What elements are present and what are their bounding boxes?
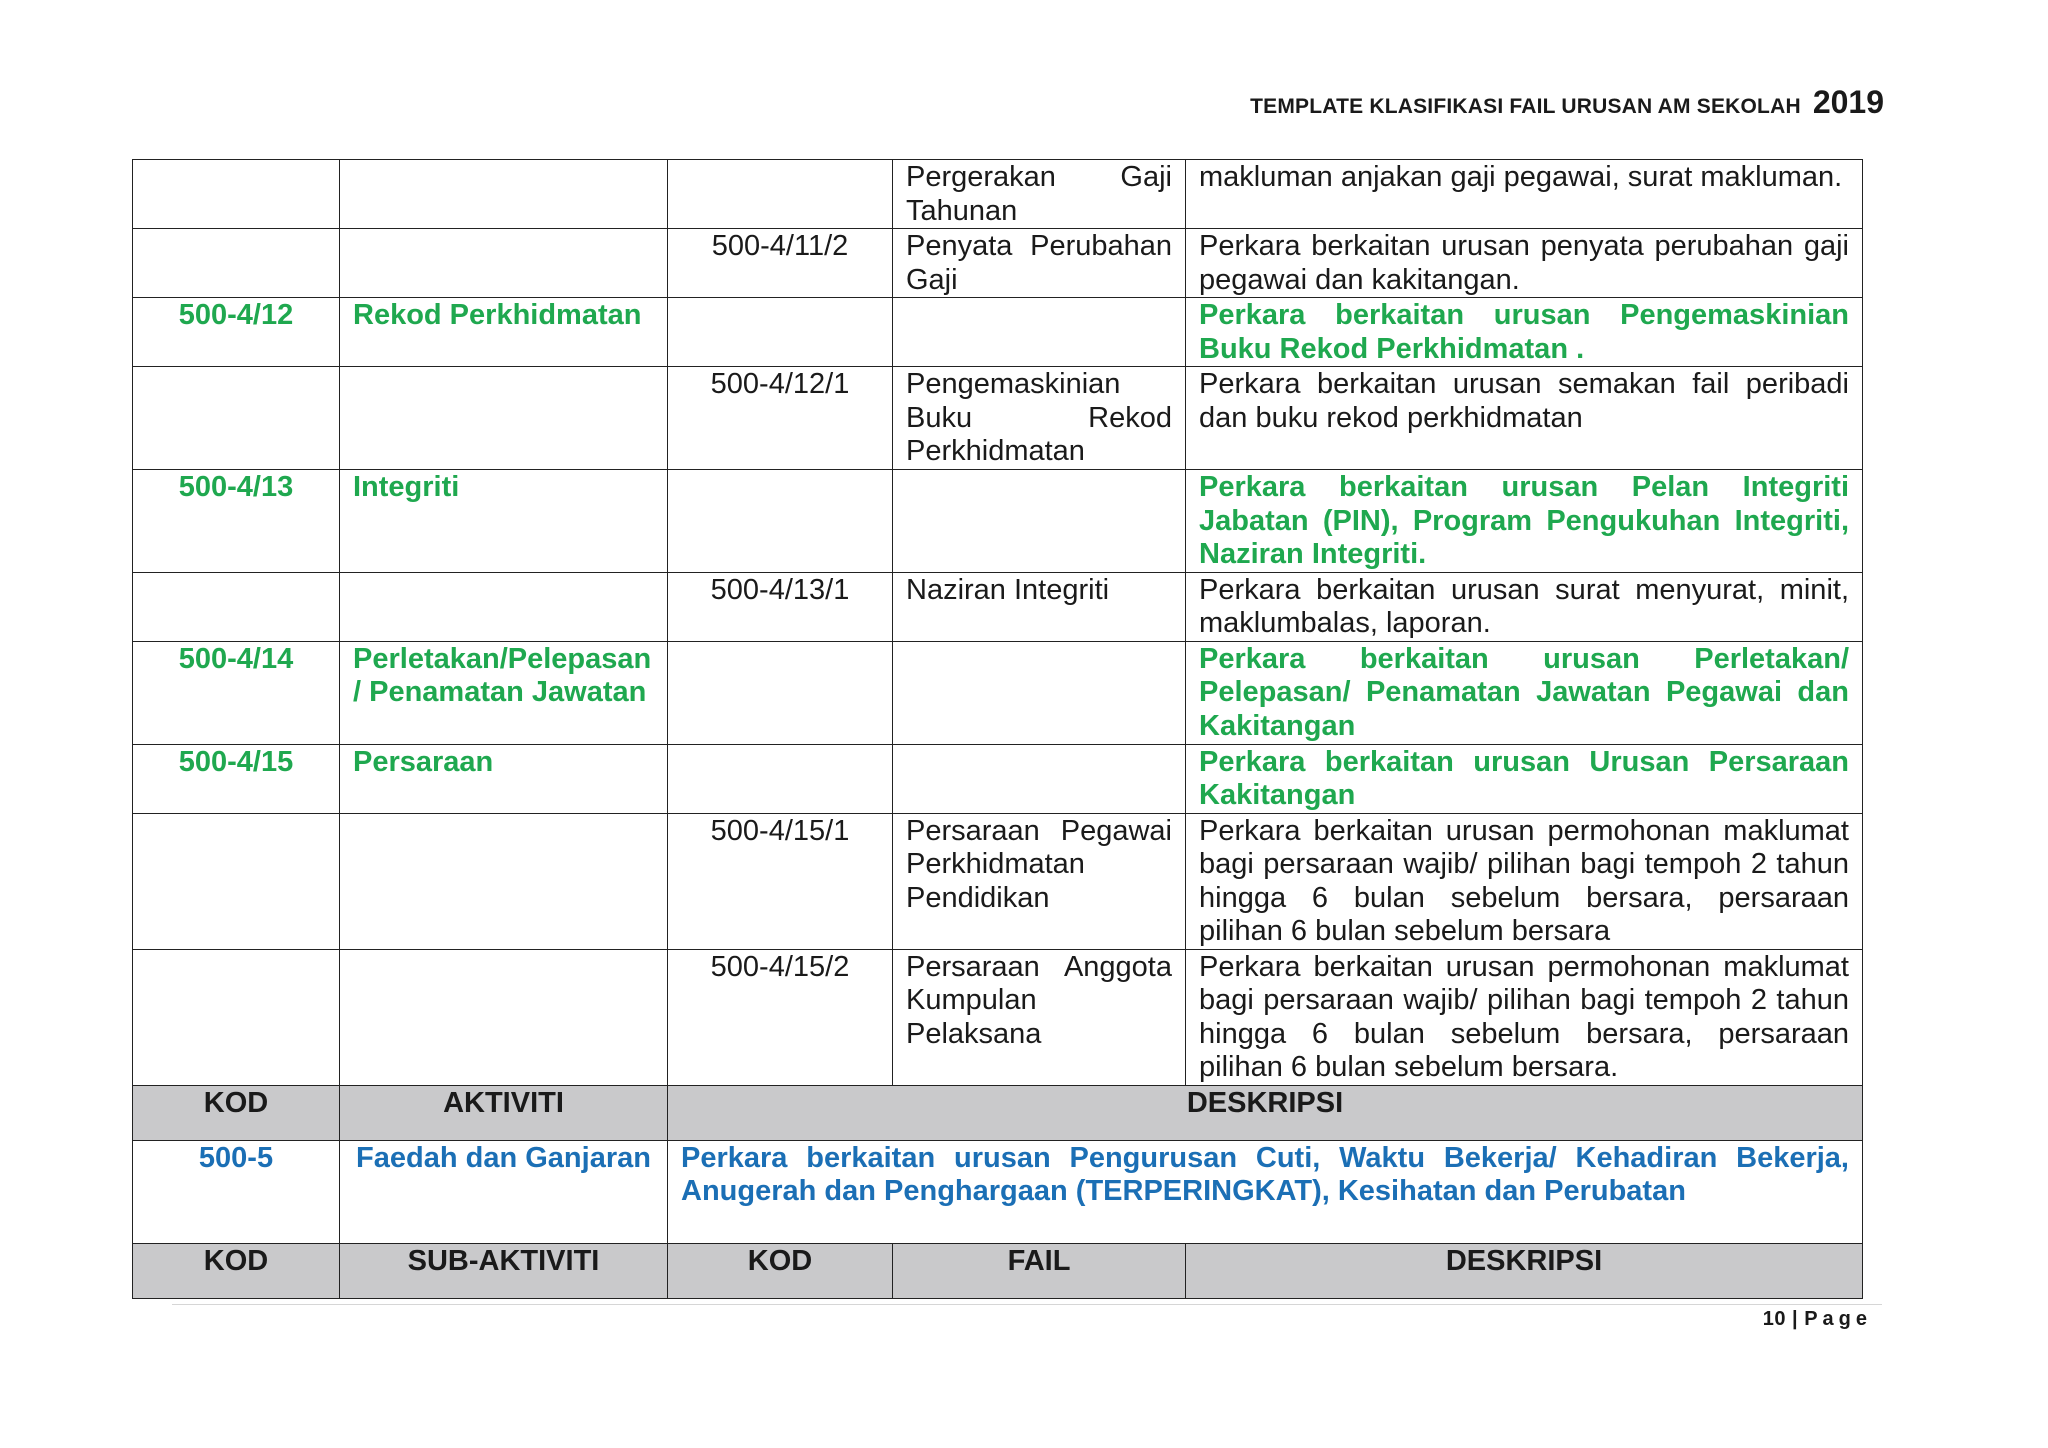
description-cell: Perkara berkaitan urusan Urusan Persaraan Kakitangan <box>1186 744 1863 813</box>
header-fail: FAIL <box>893 1243 1186 1298</box>
page-number-value: 10 <box>1762 1308 1786 1330</box>
file-code-cell <box>668 160 893 229</box>
page-number <box>1763 1308 1872 1331</box>
document-title: TEMPLATE KLASIFIKASI FAIL URUSAN AM SEKOLAH <box>1250 95 1801 118</box>
description-cell: Perkara berkaitan urusan surat menyurat, minit, maklumbalas, laporan. <box>1186 572 1863 641</box>
footer-divider <box>172 1304 1882 1305</box>
sub-activity-cell: Rekod Perkhidmatan <box>340 298 668 367</box>
file-cell: Persaraan Anggota Kumpulan Pelaksana <box>893 949 1186 1085</box>
document-year: 2019 <box>1812 84 1884 120</box>
kod-cell: 500-4/14 <box>133 641 340 744</box>
file-code-cell: 500-4/15/1 <box>668 813 893 949</box>
table-row <box>133 298 1863 367</box>
description-cell: Perkara berkaitan urusan semakan fail peribadi dan buku rekod perkhidmatan <box>1186 367 1863 470</box>
classification-table <box>132 159 1863 1299</box>
file-code-cell: 500-4/12/1 <box>668 367 893 470</box>
table-header-row <box>133 1085 1863 1140</box>
description-cell: Perkara berkaitan urusan Pelan Integriti Jabatan (PIN), Program Pengukuhan Integriti, Naziran Integriti. <box>1186 470 1863 573</box>
file-code-cell <box>668 744 893 813</box>
sub-activity-cell: Perletakan/Pelepasan / Penamatan Jawatan <box>340 641 668 744</box>
kod-cell <box>133 813 340 949</box>
sub-activity-cell: Persaraan <box>340 744 668 813</box>
table-row <box>133 572 1863 641</box>
kod-cell <box>133 229 340 298</box>
description-cell: Perkara berkaitan urusan Perletakan/ Pelepasan/ Penamatan Jawatan Pegawai dan Kakitangan <box>1186 641 1863 744</box>
file-cell <box>893 470 1186 573</box>
file-cell <box>893 641 1186 744</box>
header-deskripsi: DESKRIPSI <box>1186 1243 1863 1298</box>
file-cell: Persaraan Pegawai Perkhidmatan Pendidikan <box>893 813 1186 949</box>
sub-activity-cell: Integriti <box>340 470 668 573</box>
header-kod: KOD <box>133 1243 340 1298</box>
header-sub-aktiviti: SUB-AKTIVITI <box>340 1243 668 1298</box>
kod-cell <box>133 367 340 470</box>
description-cell: Perkara berkaitan urusan penyata perubahan gaji pegawai dan kakitangan. <box>1186 229 1863 298</box>
header-kod: KOD <box>133 1085 340 1140</box>
activity-row <box>133 1140 1863 1243</box>
table-row <box>133 160 1863 229</box>
sub-activity-cell <box>340 229 668 298</box>
file-code-cell <box>668 470 893 573</box>
file-cell: Pengemaskinian Buku Rekod Perkhidmatan <box>893 367 1186 470</box>
table-row <box>133 367 1863 470</box>
sub-activity-cell <box>340 367 668 470</box>
file-cell: Pergerakan Gaji Tahunan <box>893 160 1186 229</box>
sub-activity-cell <box>340 813 668 949</box>
kod-cell: 500-4/13 <box>133 470 340 573</box>
file-cell: Naziran Integriti <box>893 572 1186 641</box>
sub-activity-cell <box>340 949 668 1085</box>
file-cell <box>893 298 1186 367</box>
table-row <box>133 229 1863 298</box>
file-code-cell: 500-4/13/1 <box>668 572 893 641</box>
header-aktiviti: AKTIVITI <box>340 1085 668 1140</box>
table-row <box>133 744 1863 813</box>
activity-name-cell: Faedah dan Ganjaran <box>340 1140 668 1243</box>
kod-cell <box>133 949 340 1085</box>
description-cell: Perkara berkaitan urusan permohonan maklumat bagi persaraan wajib/ pilihan bagi tempoh 2 tahun hingga 6 bulan sebelum bersara, persaraan pilihan 6 bulan sebelum bersara. <box>1186 949 1863 1085</box>
table-row <box>133 470 1863 573</box>
kod-cell: 500-4/15 <box>133 744 340 813</box>
file-cell: Penyata Perubahan Gaji <box>893 229 1186 298</box>
kod-cell: 500-4/12 <box>133 298 340 367</box>
activity-kod-cell: 500-5 <box>133 1140 340 1243</box>
header-deskripsi: DESKRIPSI <box>668 1085 1863 1140</box>
page-number-separator: | <box>1792 1308 1799 1330</box>
file-code-cell <box>668 298 893 367</box>
activity-description-cell: Perkara berkaitan urusan Pengurusan Cuti, Waktu Bekerja/ Kehadiran Bekerja, Anugerah dan Penghargaan (TERPERINGKAT), Kesihatan dan Perubatan <box>668 1140 1863 1243</box>
page-header <box>1250 84 1884 121</box>
table-header-row <box>133 1243 1863 1298</box>
file-cell <box>893 744 1186 813</box>
description-cell: makluman anjakan gaji pegawai, surat makluman. <box>1186 160 1863 229</box>
table-row <box>133 813 1863 949</box>
kod-cell <box>133 160 340 229</box>
file-code-cell: 500-4/15/2 <box>668 949 893 1085</box>
page-word: Page <box>1804 1308 1872 1330</box>
description-cell: Perkara berkaitan urusan permohonan maklumat bagi persaraan wajib/ pilihan bagi tempoh 2 tahun hingga 6 bulan sebelum bersara, persaraan pilihan 6 bulan sebelum bersara <box>1186 813 1863 949</box>
header-file-kod: KOD <box>668 1243 893 1298</box>
description-cell: Perkara berkaitan urusan Pengemaskinian Buku Rekod Perkhidmatan . <box>1186 298 1863 367</box>
kod-cell <box>133 572 340 641</box>
file-code-cell <box>668 641 893 744</box>
table-row <box>133 949 1863 1085</box>
sub-activity-cell <box>340 572 668 641</box>
table-row <box>133 641 1863 744</box>
sub-activity-cell <box>340 160 668 229</box>
file-code-cell: 500-4/11/2 <box>668 229 893 298</box>
